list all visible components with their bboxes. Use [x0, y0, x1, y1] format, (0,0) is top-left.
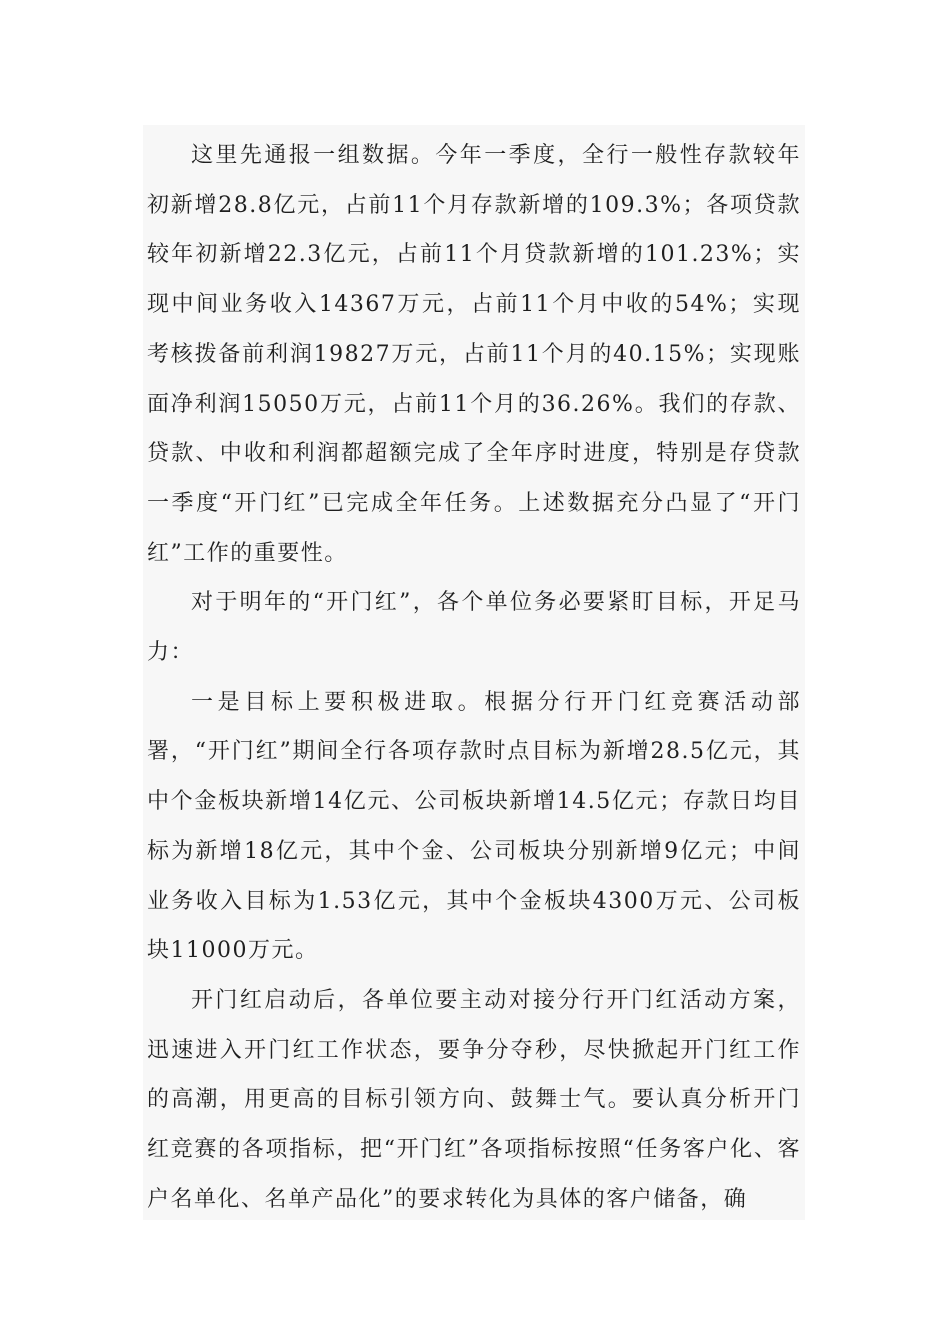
paragraph-next-year-intro: 对于明年的“开门红”，各个单位务必要紧盯目标，开足马力： [147, 590, 801, 666]
paragraph-launch-actions: 开门红启动后，各单位要主动对接分行开门红活动方案，迅速进入开门红工作状态，要争分夺秒，尽快掀起开门红工作的高潮，用更高的目标引领方向、鼓舞士气。要认真分析开门红竞赛的各项指标，把“开门红”各项指标按照“任务客户化、客户名单化、名单产品化”的要求转化为具体的客户储备，确 [147, 987, 801, 1212]
paragraph-targets: 一是目标上要积极进取。根据分行开门红竞赛活动部署，“开门红”期间全行各项存款时点目标为新增28.5亿元，其中个金板块新增14亿元、公司板块新增14.5亿元；存款日均目标为新增18亿元，其中个金、公司板块分别新增9亿元；中间业务收入目标为1.53亿元，其中个金板块4300万元、公司板块11000万元。 [147, 689, 801, 964]
text-body [143, 125, 805, 1220]
paragraph-data-report: 这里先通报一组数据。今年一季度，全行一般性存款较年初新增28.8亿元，占前11个月存款新增的109.3%；各项贷款较年初新增22.3亿元，占前11个月贷款新增的101.23%；实现中间业务收入14367万元，占前11个月中收的54%；实现考核拨备前利润19827万元，占前11个月的40.15%；实现账面净利润15050万元，占前11个月的36.26%。我们的存款、贷款、中收和利润都超额完成了全年序时进度，特别是存贷款一季度“开门红”已完成全年任务。上述数据充分凸显了“开门红”工作的重要性。 [147, 143, 801, 566]
